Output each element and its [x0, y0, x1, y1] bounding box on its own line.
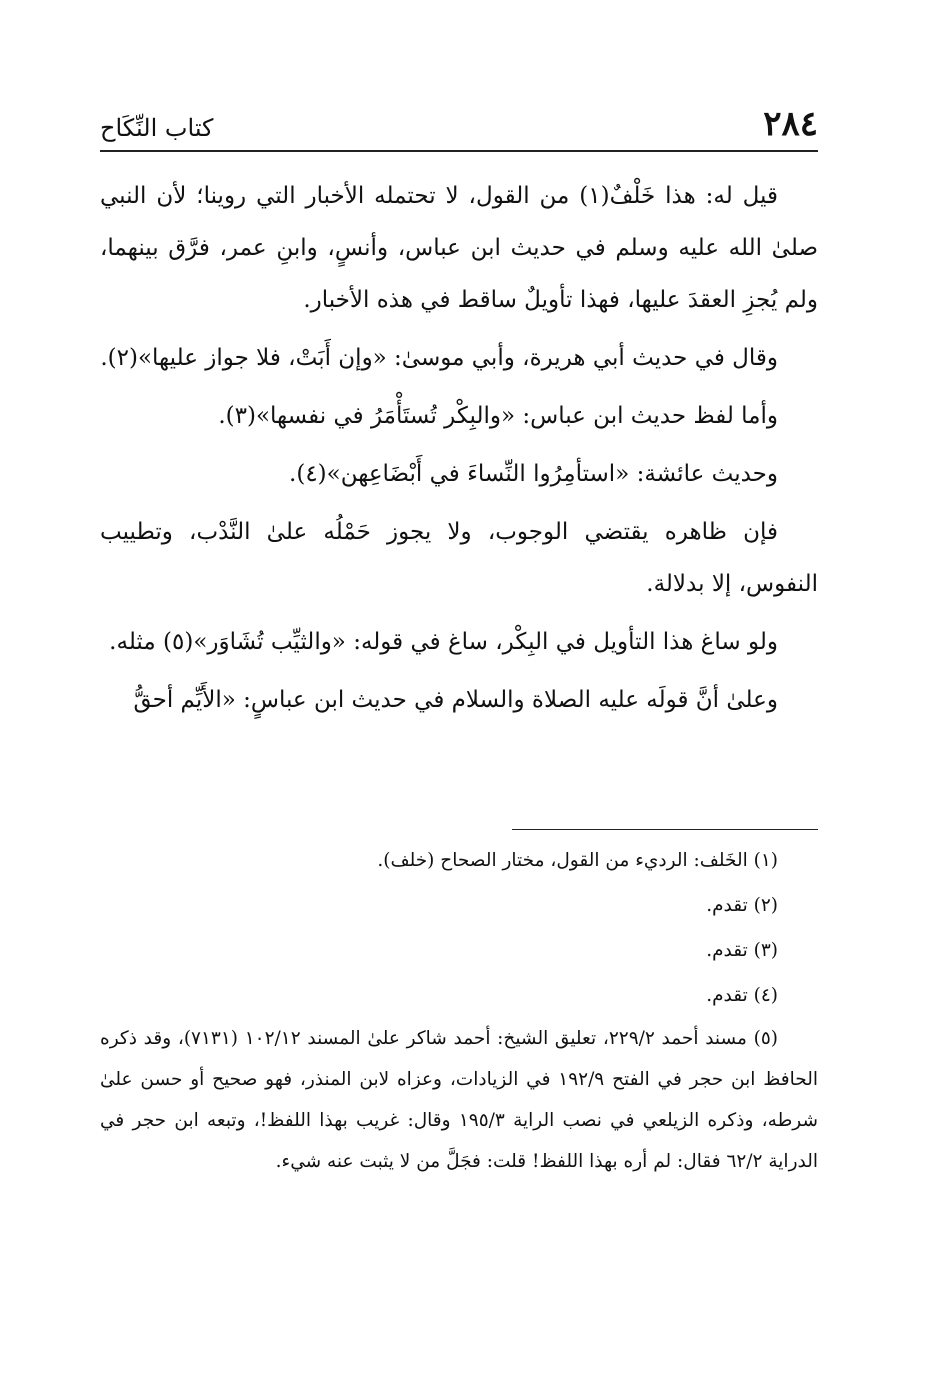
paragraph: فإن ظاهره يقتضي الوجوب، ولا يجوز حَمْلُه علىٰ النَّدْب، وتطييب النفوس، إلا بدلالة.	[100, 519, 818, 597]
footnote: (٥) مسند أحمد ٢٢٩/٢، تعليق الشيخ: أحمد شاكر علىٰ المسند ١٠٢/١٢ (٧١٣١)، وقد ذكره الحافظ ابن حجر في الفتح ١٩٢/٩ في الزيادات، وعزاه لابن المنذر، فهو صحيح أو حسن علىٰ شرطه، وذكره الزيلعي في نصب الراية ١٩٥/٣ وقال: غريب بهذا اللفظ!، وتبعه ابن حجر في الدراية ٦٢/٢ فقال: لم أره بهذا اللفظ! قلت: فجَلَّ من لا يثبت عنه شيء.	[100, 1028, 818, 1172]
footnote-separator	[512, 829, 818, 830]
footnote: (٤) تقدم.	[706, 985, 778, 1006]
paragraph: وقال في حديث أبي هريرة، وأبي موسىٰ: «وإن أَبَتْ، فلا جواز عليها»(٢).	[100, 345, 778, 371]
footnote: (٣) تقدم.	[706, 940, 778, 961]
footnote: (١) الخَلف: الرديء من القول، مختار الصحاح (خلف).	[377, 850, 778, 871]
paragraph: ولو ساغ هذا التأويل في البِكْر، ساغ في قوله: «والثيِّب تُشَاوَر»(٥) مثله.	[109, 629, 778, 655]
paragraph: قيل له: هذا خَلْفٌ(١) من القول، لا تحتمله الأخبار التي روينا؛ لأن النبي صلىٰ الله عليه وسلم في حديث ابن عباس، وأنسٍ، وابنِ عمر، فرَّق بينهما، ولم يُجزِ العقدَ عليها، فهذا تأويلٌ ساقط في هذه الأخبار.	[100, 183, 818, 313]
footnote: (٢) تقدم.	[706, 895, 778, 916]
paragraph: وأما لفظ حديث ابن عباس: «والبِكْر تُستَأْمَرُ في نفسها»(٣).	[218, 403, 778, 429]
main-text	[100, 170, 818, 732]
paragraph: وعلىٰ أنَّ قولَه عليه الصلاة والسلام في حديث ابن عباسٍ: «الأَيِّم أحقُّ	[133, 687, 778, 713]
footnotes	[100, 838, 818, 1182]
page-header	[100, 100, 818, 152]
running-title: كتاب النِّكَاح	[100, 114, 214, 142]
page-number: ٢٨٤	[763, 104, 818, 144]
paragraph: وحديث عائشة: «استأمِرُوا النِّساءَ في أَبْضَاعِهن»(٤).	[289, 461, 778, 487]
